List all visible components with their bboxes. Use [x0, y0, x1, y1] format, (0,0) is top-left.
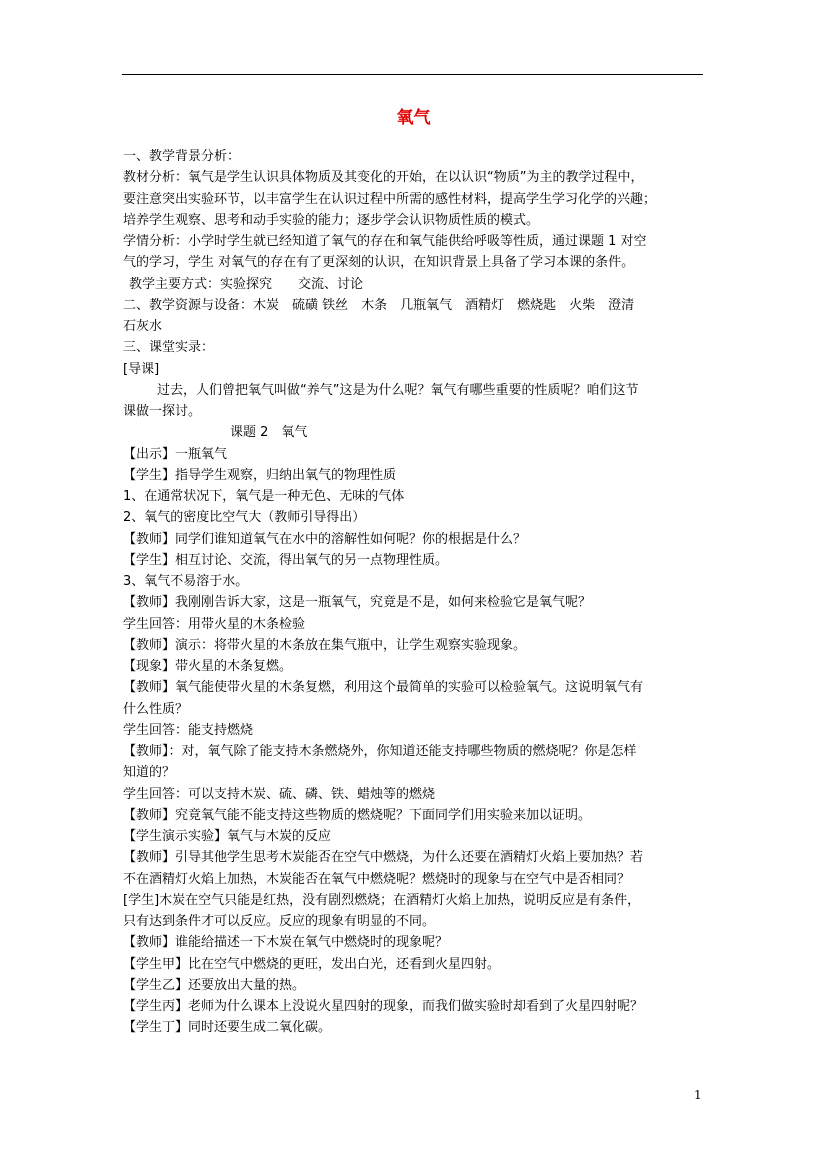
text-line: 【教师】同学们谁知道氧气在水中的溶解性如何呢？你的根据是什么？ — [123, 531, 527, 547]
text-line: 【出示】一瓶氧气 — [123, 446, 228, 462]
text-line: 2、氧气的密度比空气大（教师引导得出） — [123, 510, 366, 526]
text-line: 教材分析：氧气是学生认识具体物质及其变化的开始，在以认识“物质”为主的教学过程中， — [123, 170, 644, 186]
text-line: [导课] — [123, 361, 160, 377]
text-line: [学生]木炭在空气只能是红热，没有剧烈燃烧；在酒精灯火焰上加热，说明反应是有条件， — [123, 892, 641, 908]
text-line: 知道的？ — [123, 765, 176, 781]
text-line: 培养学生观察、思考和动手实验的能力；逐步学会认识物质性质的模式。 — [123, 212, 540, 228]
text-line: 【教师】谁能给描述一下木炭在氧气中燃烧时的现象呢？ — [123, 935, 449, 951]
text-line: 3、氧气不易溶于水。 — [123, 574, 249, 589]
text-line: 【教师】引导其他学生思考木炭能否在空气中燃烧，为什么还要在酒精灯火焰上要加热？若 — [123, 850, 644, 866]
text-line: 【教师】：对，氧气除了能支持木条燃烧外，你知道还能支持哪些物质的燃烧呢？你是怎样 — [123, 744, 637, 759]
text-line: 【学生丁】同时还要生成二氧化碳。 — [123, 1020, 332, 1036]
text-line: 【学生】相互讨论、交流，得出氧气的另一点物理性质。 — [123, 552, 449, 568]
text-line: 要注意突出实验环节，以丰富学生在认识过程中所需的感性材料，提高学生学习化学的兴趣； — [123, 191, 657, 207]
page-title: 氧气 — [396, 108, 431, 128]
text-line: 二、教学资源与设备：木炭 硫磺 铁丝 木条 几瓶氧气 酒精灯 燃烧匙 火柴 澄清 — [123, 297, 635, 313]
text-line: 只有达到条件才可以反应。反应的现象有明显的不同。 — [123, 914, 436, 929]
text-line: 【学生】指导学生观察，归纳出氧气的物理性质 — [123, 467, 397, 483]
document-body — [123, 146, 703, 1039]
page-number: 1 — [694, 1088, 702, 1102]
header-rule — [122, 74, 703, 75]
text-line: 【现象】带火星的木条复燃。 — [123, 659, 293, 674]
text-line: 不在酒精灯火焰上加热，木炭能否在氧气中燃烧呢？燃烧时的现象与在空气中是否相同？ — [123, 871, 631, 887]
text-line: 气的学习，学生 对氧气的存在有了更深刻的认识，在知识背景上具备了学习本课的条件。 — [123, 255, 635, 271]
text-line: 石灰水 — [123, 319, 163, 334]
text-line: 【学生乙】还要放出大量的热。 — [123, 977, 306, 993]
text-line: 课做一探讨。 — [123, 404, 202, 419]
text-line: 一、教学背景分析： — [123, 149, 241, 164]
text-line: 学生回答：能支持燃烧 — [123, 722, 254, 738]
text-line: 【教师】演示：将带火星的木条放在集气瓶中，让学生观察实验现象。 — [123, 637, 527, 653]
text-line: 过去，人们曾把氧气叫做“养气”这是为什么呢？氧气有哪些重要的性质呢？咱们这节 — [157, 382, 639, 398]
text-line: 【学生甲】比在空气中燃烧的更旺，发出白光，还看到火星四射。 — [123, 956, 501, 972]
text-line: 【教师】氧气能使带火星的木条复燃，利用这个最简单的实验可以检验氧气。这说明氧气有 — [123, 680, 644, 696]
text-line: 学情分析：小学时学生就已经知道了氧气的存在和氧气能供给呼吸等性质，通过课题 1 对空 — [123, 234, 647, 249]
text-line: 学生回答：可以支持木炭、硫、磷、铁、蜡烛等的燃烧 — [123, 786, 436, 802]
section-heading: 课题 2 氧气 — [230, 425, 308, 441]
text-line: 教学主要方式：实验探究 交流、讨论 — [129, 276, 364, 292]
text-line: 什么性质？ — [123, 701, 189, 717]
text-line: 三、课堂实录： — [123, 340, 215, 356]
text-line: 【教师】究竟氧气能不能支持这些物质的燃烧呢？下面同学们用实验来加以证明。 — [123, 807, 592, 823]
text-line: 1、在通常状况下，氧气是一种无色、无味的气体 — [123, 489, 405, 504]
text-line: 学生回答：用带火星的木条检验 — [123, 616, 306, 632]
text-line: 【学生演示实验】氧气与木炭的反应 — [123, 829, 332, 844]
text-line: 【教师】我刚刚告诉大家，这是一瓶氧气，究竟是不是，如何来检验它是氧气呢？ — [123, 595, 592, 611]
text-line: 【学生丙】老师为什么课本上没说火星四射的现象，而我们做实验时却看到了火星四射呢？ — [123, 999, 644, 1014]
